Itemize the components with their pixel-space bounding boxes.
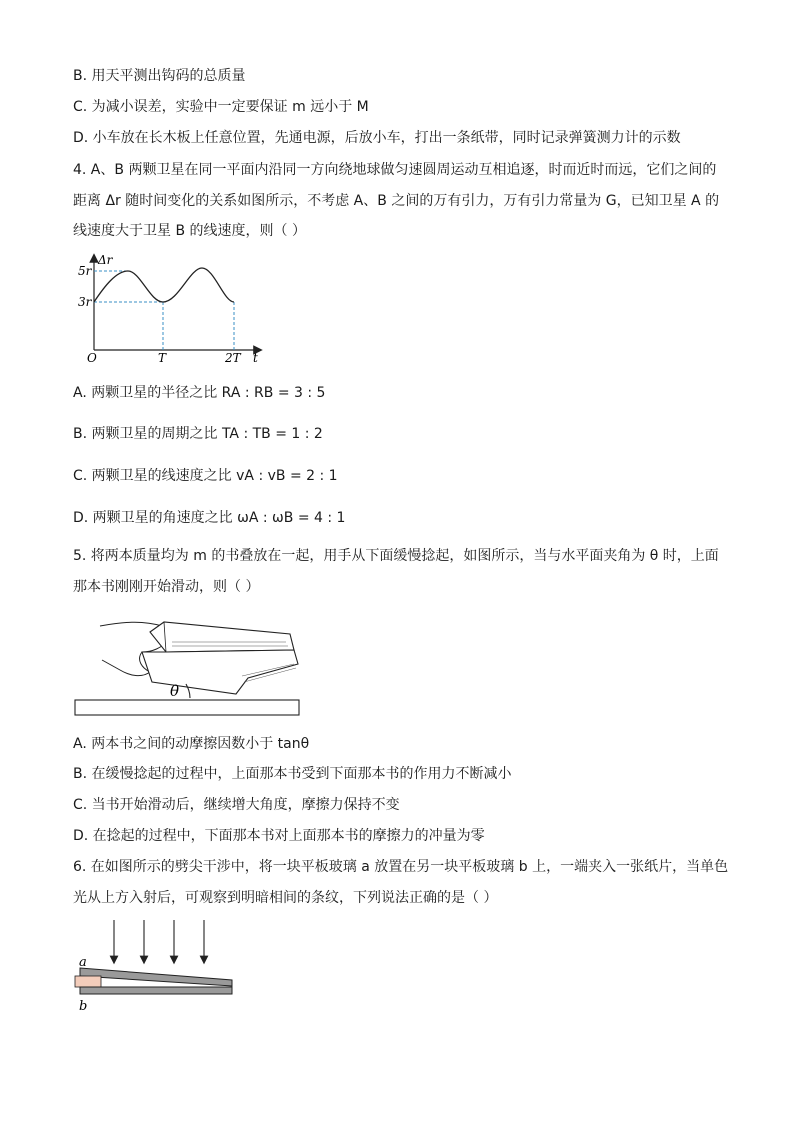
q4-xtick-T: T xyxy=(158,351,167,365)
q5-stem-line-1: 5. 将两本质量均为 m 的书叠放在一起，用手从下面缓慢捻起，如图所示，当与水平面夹角为 θ 时，上面 xyxy=(73,548,719,564)
q6-paper-sliver xyxy=(75,976,101,987)
q4-distance-curve xyxy=(94,268,234,302)
q6-stem-line-2: 光从上方入射后，可观察到明暗相间的条纹，下列说法正确的是（ ） xyxy=(73,890,498,906)
q3-option-c: C. 为减小误差，实验中一定要保证 m 远小于 M xyxy=(73,99,369,115)
q6-label-a: a xyxy=(79,955,87,970)
q5-option-b: B. 在缓慢捻起的过程中，上面那本书受到下面那本书的作用力不断减小 xyxy=(73,766,512,782)
q5-option-c: C. 当书开始滑动后，继续增大角度，摩擦力保持不变 xyxy=(73,797,400,813)
q5-table xyxy=(75,700,299,715)
q4-option-c: C. 两颗卫星的线速度之比 vA : vB = 2 : 1 xyxy=(73,468,338,484)
q3-option-b: B. 用天平测出钩码的总质量 xyxy=(73,68,246,84)
q4-option-a: A. 两颗卫星的半径之比 RA : RB = 3 : 5 xyxy=(73,385,326,401)
q5-lower-book xyxy=(142,650,298,694)
q6-label-b: b xyxy=(79,999,88,1014)
q5-angle-label: θ xyxy=(170,682,180,700)
q4-xtick-2T: 2T xyxy=(225,351,241,365)
q5-option-a: A. 两本书之间的动摩擦因数小于 tanθ xyxy=(73,736,310,752)
q4-origin-label: O xyxy=(87,351,97,365)
q4-stem-line-3: 线速度大于卫星 B 的线速度，则（ ） xyxy=(73,223,306,239)
q6-stem-line-1: 6. 在如图所示的劈尖干涉中，将一块平板玻璃 a 放置在另一块平板玻璃 b 上，一端夹入一张纸片，当单色 xyxy=(73,859,729,875)
q3-option-d: D. 小车放在长木板上任意位置，先通电源，后放小车，打出一条纸带，同时记录弹簧测力计的示数 xyxy=(73,130,681,146)
q5-stem-line-2: 那本书刚刚开始滑动，则（ ） xyxy=(73,579,260,595)
q4-x-label: t xyxy=(253,351,258,365)
q4-distance-time-graph xyxy=(78,252,268,366)
q5-books-figure xyxy=(72,612,304,720)
q6-glass-plate-a xyxy=(80,968,232,986)
q4-option-d: D. 两颗卫星的角速度之比 ωA : ωB = 4 : 1 xyxy=(73,510,346,526)
q4-option-b: B. 两颗卫星的周期之比 TA : TB = 1 : 2 xyxy=(73,426,323,442)
q4-stem-line-2: 距离 Δr 随时间变化的关系如图所示，不考虑 A、B 之间的万有引力，万有引力常量为 G，已知卫星 A 的 xyxy=(73,193,720,209)
q5-option-d: D. 在捻起的过程中，下面那本书对上面那本书的摩擦力的冲量为零 xyxy=(73,828,485,844)
q4-ytick-3r: 3r xyxy=(78,295,92,309)
q6-wedge-interference-figure xyxy=(72,916,240,1016)
q4-ytick-5r: 5r xyxy=(78,264,92,278)
q6-glass-plate-b xyxy=(80,987,232,994)
q4-stem-line-1: 4. A、B 两颗卫星在同一平面内沿同一方向绕地球做匀速圆周运动互相追逐，时而近时而远，它们之间的 xyxy=(73,162,717,178)
q4-y-label: Δr xyxy=(98,253,113,267)
q5-upper-book xyxy=(150,622,294,652)
